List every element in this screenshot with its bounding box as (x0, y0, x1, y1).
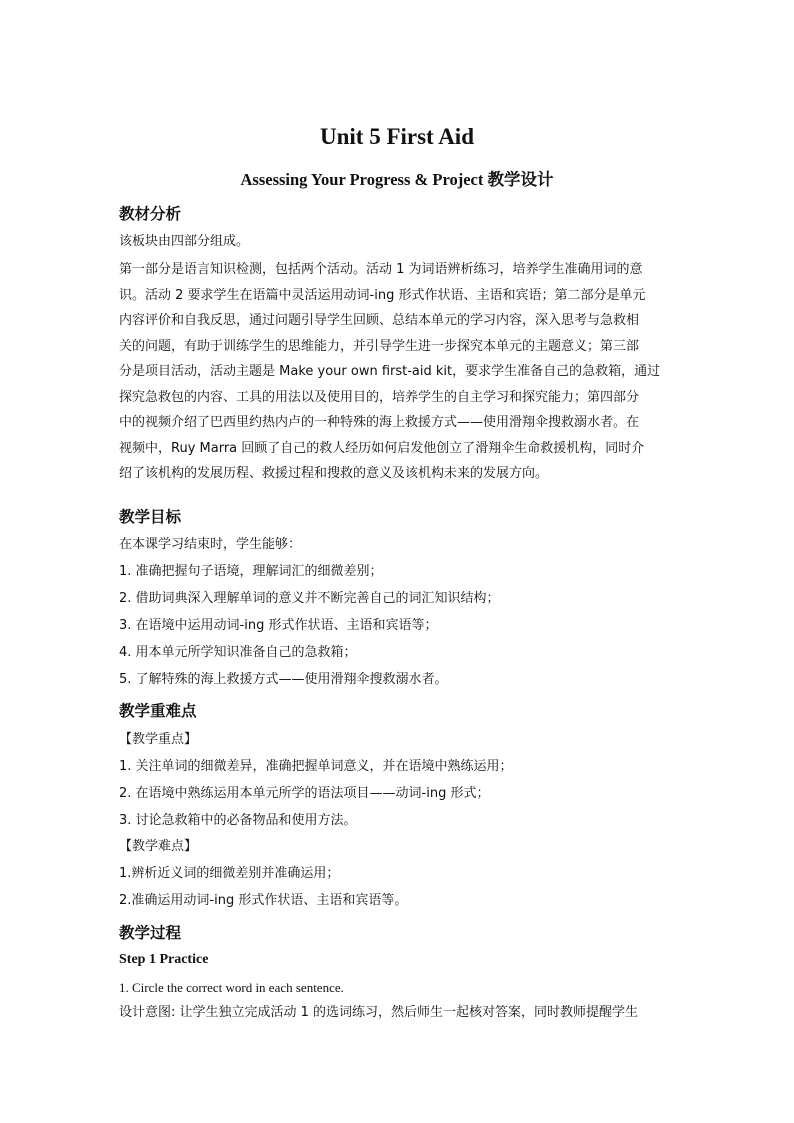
focus-item: 1. 关注单词的细微差异，准确把握单词意义，并在语境中熟练运用； (119, 759, 513, 774)
section-heading-analysis: 教材分析 (119, 205, 182, 223)
analysis-line: 第一部分是语言知识检测，包括两个活动。活动 1 为词语辨析练习，培养学生准确用词的意 (119, 262, 643, 277)
analysis-line: 绍了该机构的发展历程、救援过程和搜救的意义及该机构未来的发展方向。 (119, 466, 549, 481)
analysis-line: 探究急救包的内容、工具的用法以及使用目的，培养学生的自主学习和探究能力；第四部分 (119, 389, 640, 405)
section-heading-process: 教学过程 (119, 924, 182, 942)
section-heading-keypoints: 教学重难点 (119, 702, 197, 720)
objective-item: 2. 借助词典深入理解单词的意义并不断完善自己的词汇知识结构； (119, 591, 500, 606)
difficulty-item: 2.准确运用动词-ing 形式作状语、主语和宾语等。 (119, 893, 408, 908)
document-title: Unit 5 First Aid (320, 124, 474, 149)
analysis-intro: 该板块由四部分组成。 (119, 234, 250, 249)
objectives-intro: 在本课学习结束时，学生能够： (119, 537, 302, 552)
analysis-line: 中的视频介绍了巴西里约热内卢的一种特殊的海上救援方式——使用滑翔伞搜救溺水者。在 (119, 415, 640, 430)
objective-item: 5. 了解特殊的海上救援方式——使用滑翔伞搜救溺水者。 (119, 672, 448, 687)
focus-label: 【教学重点】 (119, 732, 198, 747)
analysis-line: 识。活动 2 要求学生在语篇中灵活运用动词-ing 形式作状语、主语和宾语；第二部分是单元 (119, 287, 646, 303)
focus-item: 2. 在语境中熟练运用本单元所学的语法项目——动词-ing 形式； (119, 786, 490, 801)
analysis-paragraph (119, 257, 677, 487)
step-1-design-note: 设计意图: 让学生独立完成活动 1 的选词练习，然后师生一起核对答案，同时教师提醒学生 (119, 1005, 639, 1020)
analysis-line: 内容评价和自我反思，通过问题引导学生回顾、总结本单元的学习内容，深入思考与急救相 (119, 313, 640, 328)
section-heading-objectives: 教学目标 (119, 508, 182, 526)
step-1-heading: Step 1 Practice (119, 952, 209, 967)
difficulty-label: 【教学难点】 (119, 839, 198, 854)
objective-item: 1. 准确把握句子语境，理解词汇的细微差别； (119, 564, 383, 579)
difficulty-item: 1.辨析近义词的细微差别并准确运用； (119, 866, 340, 881)
document-subtitle: Assessing Your Progress & Project 教学设计 (240, 170, 554, 189)
focus-item: 3. 讨论急救箱中的必备物品和使用方法。 (119, 813, 357, 828)
objective-item: 3. 在语境中运用动词-ing 形式作状语、主语和宾语等； (119, 618, 438, 633)
analysis-line: 关的问题，有助于训练学生的思维能力，并引导学生进一步探究本单元的主题意义；第三部 (119, 338, 640, 354)
analysis-line: 分是项目活动，活动主题是 Make your own first-aid kit，要求学生准备自己的急救箱，通过 (119, 364, 661, 379)
analysis-line: 视频中，Ruy Marra 回顾了自己的救人经历如何启发他创立了滑翔伞生命救援机构，同时介 (119, 440, 645, 456)
step-1-task: 1. Circle the correct word in each sentence. (119, 980, 344, 995)
objective-item: 4. 用本单元所学知识准备自己的急救箱； (119, 645, 357, 660)
